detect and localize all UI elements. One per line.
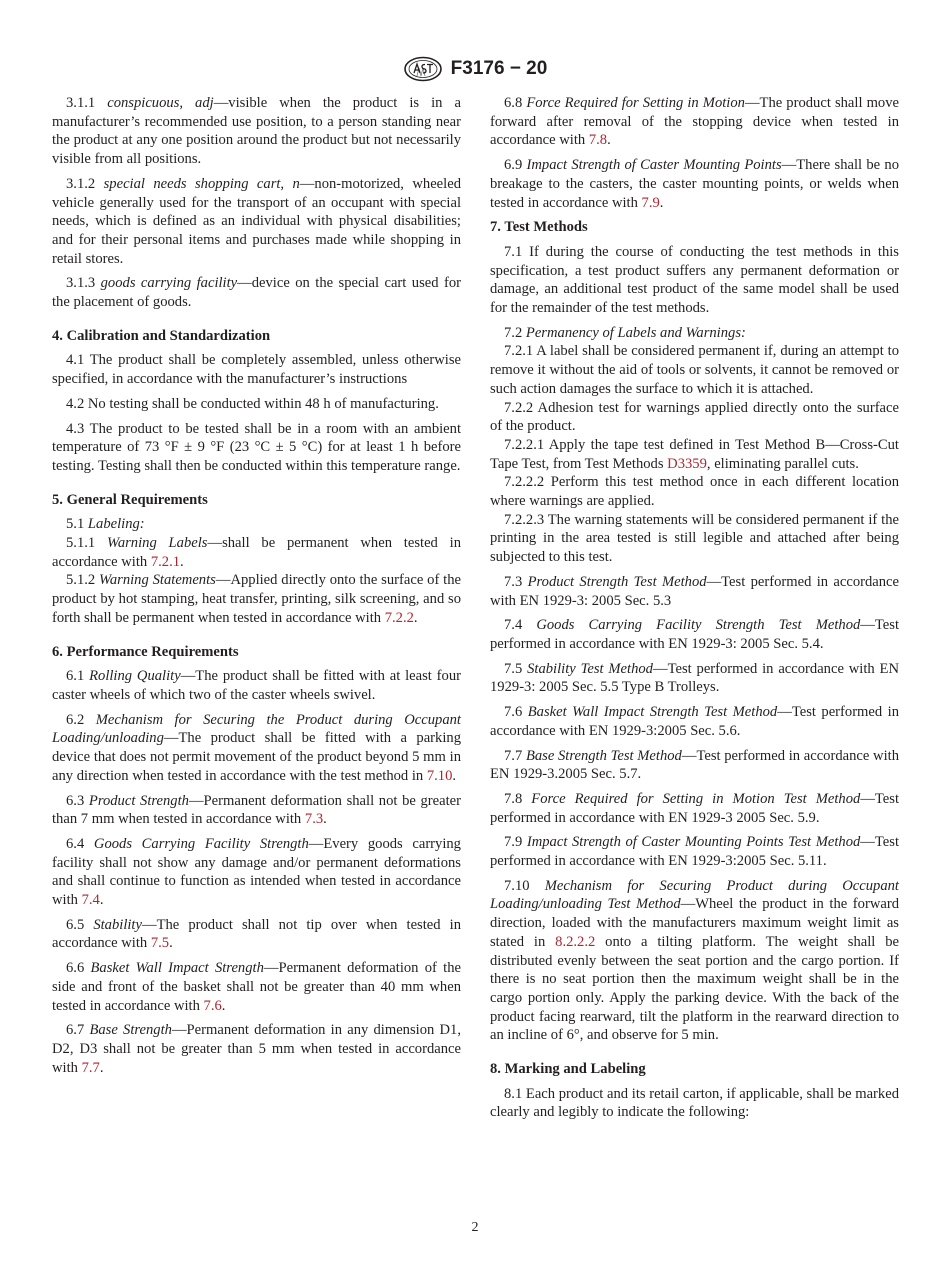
paragraph-4-1: 4.1 The product shall be completely assembled, unless otherwise specified, in accordance with the manufacturer’s instructions [52,352,461,388]
paragraph-6-3: 6.3 Product Strength—Permanent deformation shall not be greater than 7 mm when tested in accordance with 7.3. [52,792,461,828]
paragraph-6-5: 6.5 Stability—The product shall not tip over when tested in accordance with 7.5. [52,916,461,952]
astm-logo-icon [403,56,443,82]
paragraph-4-2: 4.2 No testing shall be conducted within 48 h of manufacturing. [66,395,439,412]
paragraph-3-1-3: 3.1.3 goods carrying facility—device on the special cart used for the placement of goods. [52,275,461,311]
section-heading-8: 8. Marking and Labeling [490,1061,646,1078]
paragraph-5-1-2: 5.1.2 Warning Statements—Applied directly onto the surface of the product by hot stamping, heat transfer, printing, silk screening, and so forth shall be permanent when tested in accordance with 7.2.2. [52,572,461,626]
paragraph-5-1-1: 5.1.1 Warning Labels—shall be permanent when tested in accordance with 7.2.1. [52,535,462,570]
page-number: 2 [471,1220,479,1235]
paragraph-6-2: 6.2 Mechanism for Securing the Product during Occupant Loading/unloading—The product shall be fitted with a parking device that does not permit movement of the product beyond 5 mm in any direction when tested in accordance with the test method in 7.10. [52,711,461,784]
paragraph-7-9: 7.9 Impact Strength of Caster Mounting Points Test Method—Test performed in accordance with EN 1929-3:2005 Sec. 5.11. [490,834,899,870]
ref-link-7-5[interactable]: 7.5 [150,935,170,952]
ref-link-7-9[interactable]: 7.9 [641,194,660,211]
ref-link-7-8[interactable]: 7.8 [588,132,608,149]
ref-link-7-2-1[interactable]: 7.2.1 [150,553,181,570]
paragraph-7-3: 7.3 Product Strength Test Method—Test performed in accordance with EN 1929-3: 2005 Sec. 5.3 [490,573,900,609]
paragraph-7-10: 7.10 Mechanism for Securing Product during Occupant Loading/unloading Test Method—Wheel the product in the forward direction, loaded with the manufacturers maximum weight limit as stated in 8.2.2.2 onto a tilting platform. The weight shall be distributed evenly between the seat portion and the cargo portion. If there is no seat portion then the maximum weight shall be in the cargo portion only. Apply the parking device. With the back of the product facing rearward, tilt the platform in the rearward direction to an incline of 6°, and observe for 5 min. [490,877,900,1044]
paragraph-6-1: 6.1 Rolling Quality—The product shall be fitted with at least four caster wheels of which two of the caster wheels swivel. [52,668,461,703]
ref-link-7-3[interactable]: 7.3 [304,811,324,828]
section-heading-7: 7. Test Methods [490,219,588,236]
paragraph-6-4: 6.4 Goods Carrying Facility Strength—Every goods carrying facility shall not show any damage and/or permanent deformations and shall continue to function as intended when tested in accordance with 7.4. [52,835,461,909]
paragraph-7-2-2-2: 7.2.2.2 Perform this test method once in each different location where warnings are applied. [490,474,899,510]
paragraph-7-2-2-1: 7.2.2.1 Apply the tape test defined in Test Method B—Cross-Cut Tape Test, from Test Methods D3359, eliminating parallel cuts. [490,436,899,472]
paragraph-7-2-2-3: 7.2.2.3 The warning statements will be considered permanent if the printing in the area tested is still legible and attached after being subjected to this test. [490,511,899,566]
section-heading-5: 5. General Requirements [52,491,208,508]
ref-link-7-6[interactable]: 7.6 [203,997,222,1014]
ref-link-7-4[interactable]: 7.4 [81,892,100,909]
ref-link-7-10[interactable]: 7.10 [426,767,453,784]
paragraph-7-2-1: 7.2.1 A label shall be considered permanent if, during an attempt to remove it without the aid of tools or solvents, it cannot be removed or such action damages the surface to which it is attached. [490,343,899,397]
paragraph-7-4: 7.4 Goods Carrying Facility Strength Test Method—Test performed in accordance with EN 1929-3: 2005 Sec. 5.4. [490,617,899,652]
document-id: F3176 − 20 [450,58,548,79]
paragraph-7-2: 7.2 Permanency of Labels and Warnings: [504,324,746,341]
paragraph-7-1: 7.1 If during the course of conducting the test methods in this specification, a test product suffers any permanent deformation or damage, an additional test product of the same model shall be used for the remainder of the test methods. [490,243,899,317]
paragraph-7-6: 7.6 Basket Wall Impact Strength Test Method—Test performed in accordance with EN 1929-3:2005 Sec. 5.6. [490,704,900,739]
paragraph-6-9: 6.9 Impact Strength of Caster Mounting Points—There shall be no breakage to the casters, the caster mounting points, or welds when tested in accordance with 7.9. [490,157,900,211]
paragraph-6-6: 6.6 Basket Wall Impact Strength—Permanent deformation of the side and front of the basket shall not be greater than 40 mm when tested in accordance with 7.6. [52,960,461,1014]
section-heading-6: 6. Performance Requirements [52,643,239,660]
paragraph-7-7: 7.7 Base Strength Test Method—Test performed in accordance with EN 1929-3.2005 Sec. 5.7. [490,747,899,783]
paragraph-5-1: 5.1 Labeling: [66,516,145,533]
paragraph-6-7: 6.7 Base Strength—Permanent deformation in any dimension D1, D2, D3 shall not be greater than 5 mm when tested in accordance with 7.7. [52,1022,461,1076]
paragraph-7-2-2: 7.2.2 Adhesion test for warnings applied directly onto the surface of the product. [490,399,899,435]
section-heading-4: 4. Calibration and Standardization [52,327,271,344]
ref-link-7-2-2[interactable]: 7.2.2 [384,609,414,626]
paragraph-7-5: 7.5 Stability Test Method—Test performed in accordance with EN 1929-3: 2005 Sec. 5.5 Type B Trolleys. [490,660,899,696]
paragraph-7-8: 7.8 Force Required for Setting in Motion Test Method—Test performed in accordance with EN 1929-3 2005 Sec. 5.9. [490,790,900,826]
left-column [52,94,461,1083]
ref-link-8-2-2-2[interactable]: 8.2.2.2 [555,933,596,950]
paragraph-3-1-2: 3.1.2 special needs shopping cart, n—non-motorized, wheeled vehicle generally used for the transport of an occupant with special needs, which is defined as an individual with physical disabilities; and for their personal items and purchases made while shopping in retail stores. [52,175,461,267]
ref-link-7-7[interactable]: 7.7 [81,1059,100,1076]
paragraph-6-8: 6.8 Force Required for Setting in Motion—The product shall move forward after removal of the stopping device when tested in accordance with 7.8. [490,95,899,149]
paragraph-4-3: 4.3 The product to be tested shall be in a room with an ambient temperature of 73 °F ± 9 °F (23 °C ± 5 °C) for at least 1 h before testing. Testing shall then be conducted within this temperature range. [52,420,461,474]
paragraph-3-1-1: 3.1.1 conspicuous, adj—visible when the product is in a manufacturer’s recommended use position, to a person standing near the product at any one position around the product but not necessarily visible from all positions. [52,95,461,168]
paragraph-8-1: 8.1 Each product and its retail carton, if applicable, shall be marked clearly and legibly to indicate the following: [490,1085,899,1121]
right-column [490,94,899,1128]
ref-link-d3359[interactable]: D3359 [667,455,707,472]
page-header [0,54,950,84]
